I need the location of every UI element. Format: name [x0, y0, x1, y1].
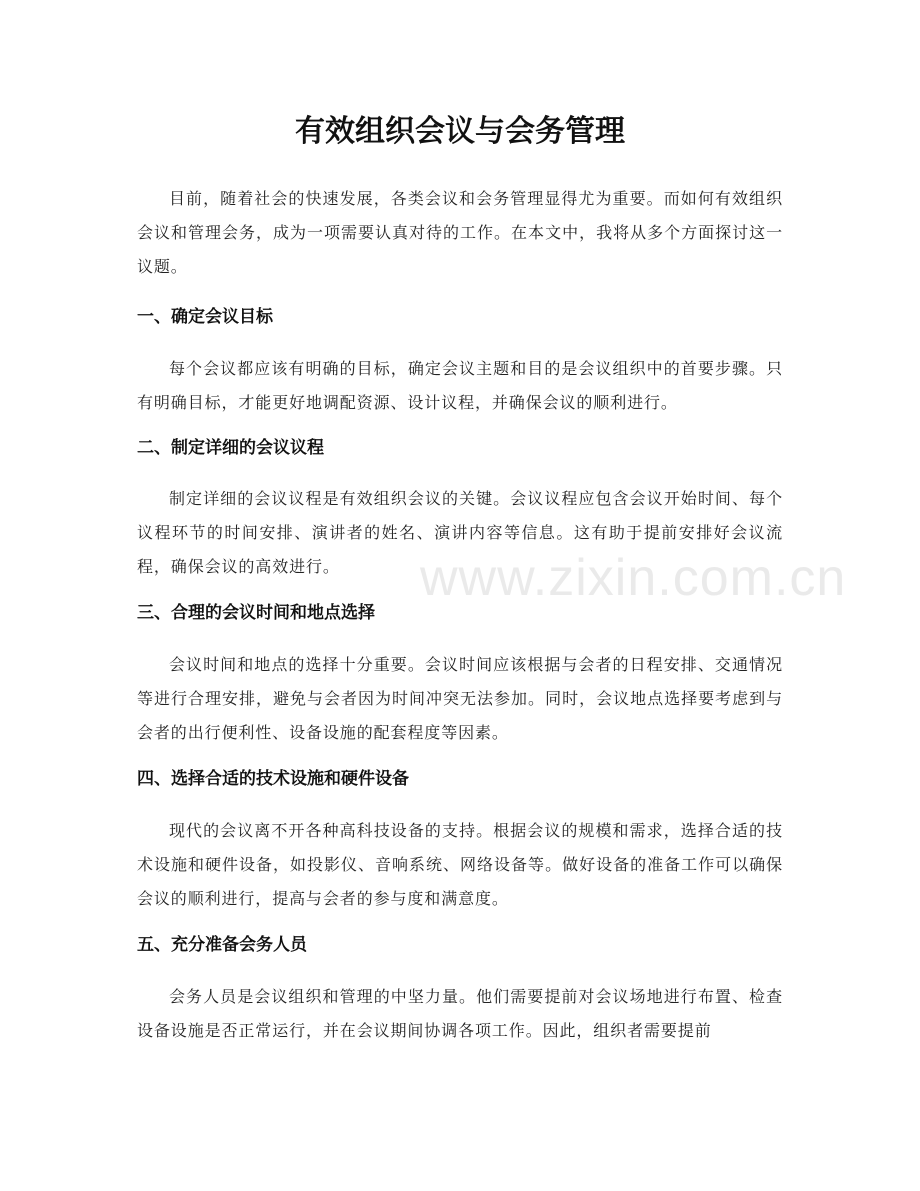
section-body-equipment: 现代的会议离不开各种高科技设备的支持。根据会议的规模和需求，选择合适的技术设施和硬件设备，如投影仪、音响系统、网络设备等。做好设备的准备工作可以确保会议的顺利进行，提高与会者的参与度和满意度。	[137, 821, 783, 908]
section-body-agenda: 制定详细的会议议程是有效组织会议的关键。会议议程应包含会议开始时间、每个议程环节的时间安排、演讲者的姓名、演讲内容等信息。这有助于提前安排好会议流程，确保会议的高效进行。	[137, 489, 783, 576]
section-body-staff: 会务人员是会议组织和管理的中坚力量。他们需要提前对会议场地进行布置、检查设备设施是否正常运行，并在会议期间协调各项工作。因此，组织者需要提前	[137, 987, 783, 1040]
watermark: www.zixin.com.cn	[420, 549, 847, 607]
section-heading-time-place: 三、合理的会议时间和地点选择	[137, 603, 375, 623]
section-heading-agenda: 二、制定详细的会议议程	[137, 438, 324, 458]
section-heading-equipment: 四、选择合适的技术设施和硬件设备	[137, 769, 409, 789]
section-heading-staff: 五、充分准备会务人员	[137, 935, 307, 955]
document-body	[137, 182, 783, 1048]
section-heading-goals: 一、确定会议目标	[137, 307, 273, 327]
section-body-time-place: 会议时间和地点的选择十分重要。会议时间应该根据与会者的日程安排、交通情况等进行合理安排，避免与会者因为时间冲突无法参加。同时，会议地点选择要考虑到与会者的出行便利性、设备设施的配套程度等因素。	[137, 655, 783, 742]
intro-paragraph: 目前，随着社会的快速发展，各类会议和会务管理显得尤为重要。而如何有效组织会议和管理会务，成为一项需要认真对待的工作。在本文中，我将从多个方面探讨这一议题。	[137, 189, 783, 276]
document-title: 有效组织会议与会务管理	[295, 114, 625, 149]
section-body-goals: 每个会议都应该有明确的目标，确定会议主题和目的是会议组织中的首要步骤。只有明确目标，才能更好地调配资源、设计议程，并确保会议的顺利进行。	[137, 359, 783, 412]
